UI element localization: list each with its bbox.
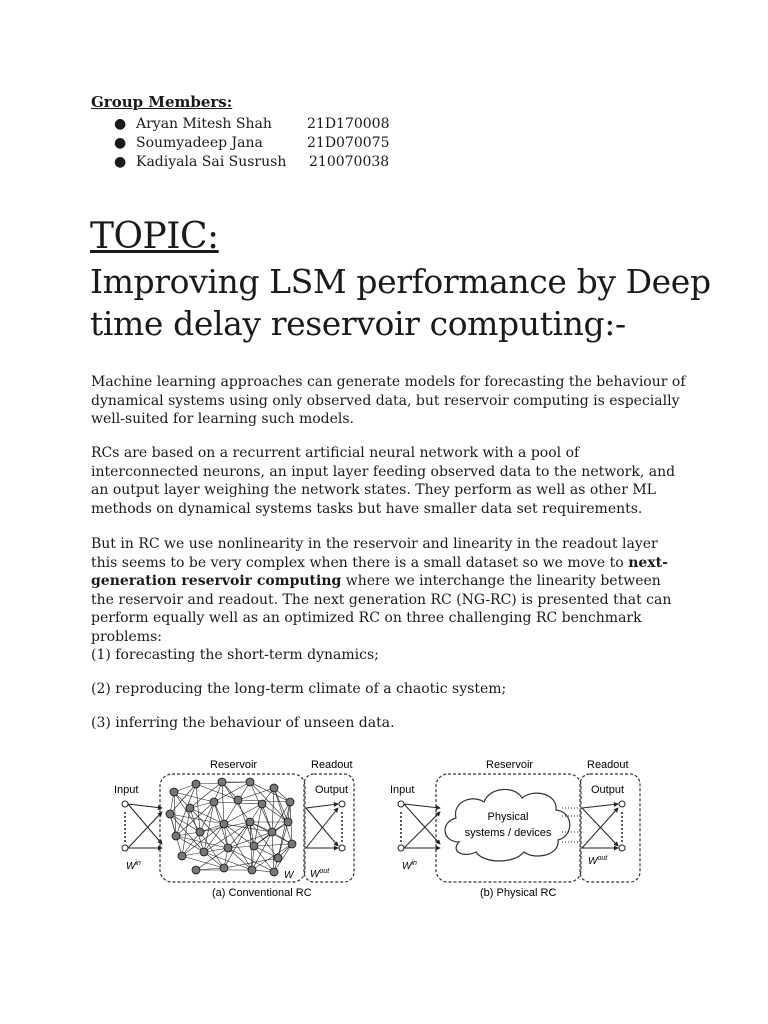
- rc-diagram: [104, 752, 652, 904]
- network-node: [170, 788, 178, 796]
- network-node: [270, 868, 278, 876]
- cloud-label-line-1: Physical: [487, 811, 529, 823]
- input-label: Input: [390, 784, 415, 796]
- conventional-rc-panel: [114, 759, 354, 899]
- network-node: [248, 866, 256, 874]
- member-name: Kadiyala Sai Susrush: [136, 154, 287, 170]
- output-label: Output: [315, 784, 349, 796]
- reservoir-label: Reservoir: [486, 759, 534, 771]
- caption-physical-rc: (b) Physical RC: [480, 887, 557, 899]
- bullet-icon: ●: [114, 154, 127, 170]
- output-node: [339, 845, 345, 851]
- network-node: [268, 828, 276, 836]
- input-node: [122, 801, 128, 807]
- network-edge: [190, 808, 224, 824]
- network-node: [196, 828, 204, 836]
- reservoir-network: [166, 778, 296, 876]
- network-node: [200, 848, 208, 856]
- network-edge: [200, 802, 214, 832]
- paragraph-ngrc-text-1: But in RC we use nonlinearity in the reservoir and linearity in the readout layer this seems to be very complex when there is a small dataset so we move to: [91, 536, 658, 571]
- rc-diagram-figure: [104, 752, 652, 904]
- member-id: 21D170008: [307, 116, 390, 132]
- group-members-title: Group Members:: [91, 93, 233, 111]
- w-in-label: $W^{in}$: [126, 860, 141, 872]
- member-name: Soumyadeep Jana: [136, 135, 263, 151]
- network-edge: [196, 784, 200, 832]
- paragraph-ngrc-text-2: where we interchange the linearity between the reservoir and readout. The next generation RC (NG-RC) is presented that can perform equally well as an optimized RC on three challenging RC benchmark problems:: [91, 573, 672, 645]
- list-item: (2) reproducing the long-term climate of a chaotic system;: [91, 681, 507, 697]
- network-node: [284, 818, 292, 826]
- member-id: 21D070075: [307, 135, 390, 151]
- w-in-label: $W^{in}$: [402, 860, 417, 872]
- output-node: [619, 845, 625, 851]
- paragraph-intro: Machine learning approaches can generate models for forecasting the behaviour of dynamical systems using only observed data, but reservoir computing is especially well-suited for learning such models.: [91, 374, 686, 428]
- reservoir-box: [160, 774, 305, 882]
- network-edge: [250, 782, 290, 802]
- network-edge: [182, 856, 224, 868]
- ngrc-bold-term: next-generation reservoir computing: [91, 554, 668, 590]
- network-node: [246, 818, 254, 826]
- output-label: Output: [591, 784, 625, 796]
- network-node: [234, 796, 242, 804]
- output-node: [339, 801, 345, 807]
- member-name: Aryan Mitesh Shah: [136, 116, 272, 132]
- network-node: [172, 832, 180, 840]
- network-node: [224, 844, 232, 852]
- input-node: [398, 845, 404, 851]
- input-label: Input: [114, 784, 139, 796]
- caption-conventional-rc: (a) Conventional RC: [212, 887, 312, 899]
- network-node: [220, 820, 228, 828]
- readout-label: Readout: [311, 759, 353, 771]
- network-edge: [272, 788, 274, 832]
- network-edge: [222, 782, 224, 824]
- reservoir-label: Reservoir: [210, 759, 258, 771]
- network-edge: [262, 804, 272, 832]
- network-node: [192, 780, 200, 788]
- member-row: [114, 154, 390, 170]
- page-title: Improving LSM performance by Deep time delay reservoir computing:-: [90, 262, 711, 343]
- member-row: [114, 116, 390, 132]
- network-node: [246, 778, 254, 786]
- network-node: [210, 798, 218, 806]
- physical-rc-panel: [390, 759, 640, 899]
- member-id: 210070038: [309, 154, 390, 170]
- cloud-label-line-2: systems / devices: [464, 827, 552, 839]
- network-node: [218, 778, 226, 786]
- network-node: [166, 810, 174, 818]
- network-edge: [224, 804, 262, 824]
- bullet-icon: ●: [114, 135, 127, 151]
- network-node: [178, 852, 186, 860]
- bullet-icon: ●: [114, 116, 127, 132]
- paragraph-rc-description: RCs are based on a recurrent artificial neural network with a pool of interconnected neurons, an input layer feeding observed data to the network, and an output layer weighing the network states. They perform as well as other ML methods on dynamical systems tasks but have smaller data set requirements.: [91, 445, 676, 517]
- topic-label: TOPIC:: [90, 216, 219, 257]
- input-node: [398, 801, 404, 807]
- network-node: [258, 800, 266, 808]
- member-row: [114, 135, 390, 151]
- network-node: [220, 864, 228, 872]
- network-edge: [182, 808, 190, 856]
- input-node: [122, 845, 128, 851]
- list-item: (3) inferring the behaviour of unseen data.: [91, 715, 395, 731]
- cloud-shape: [445, 789, 570, 861]
- w-out-label: $W^{out}$: [588, 855, 608, 867]
- w-label: W: [284, 870, 294, 881]
- network-node: [274, 854, 282, 862]
- paragraph-ngrc: [91, 535, 687, 647]
- network-edge: [250, 822, 278, 858]
- network-node: [270, 784, 278, 792]
- network-node: [192, 866, 200, 874]
- network-node: [288, 840, 296, 848]
- network-node: [286, 798, 294, 806]
- network-node: [186, 804, 194, 812]
- list-item: (1) forecasting the short-term dynamics;: [91, 647, 379, 663]
- network-node: [250, 842, 258, 850]
- readout-label: Readout: [587, 759, 629, 771]
- network-edge: [238, 788, 274, 800]
- network-edge: [254, 844, 292, 846]
- output-node: [619, 801, 625, 807]
- w-out-label: $W^{out}$: [310, 868, 330, 880]
